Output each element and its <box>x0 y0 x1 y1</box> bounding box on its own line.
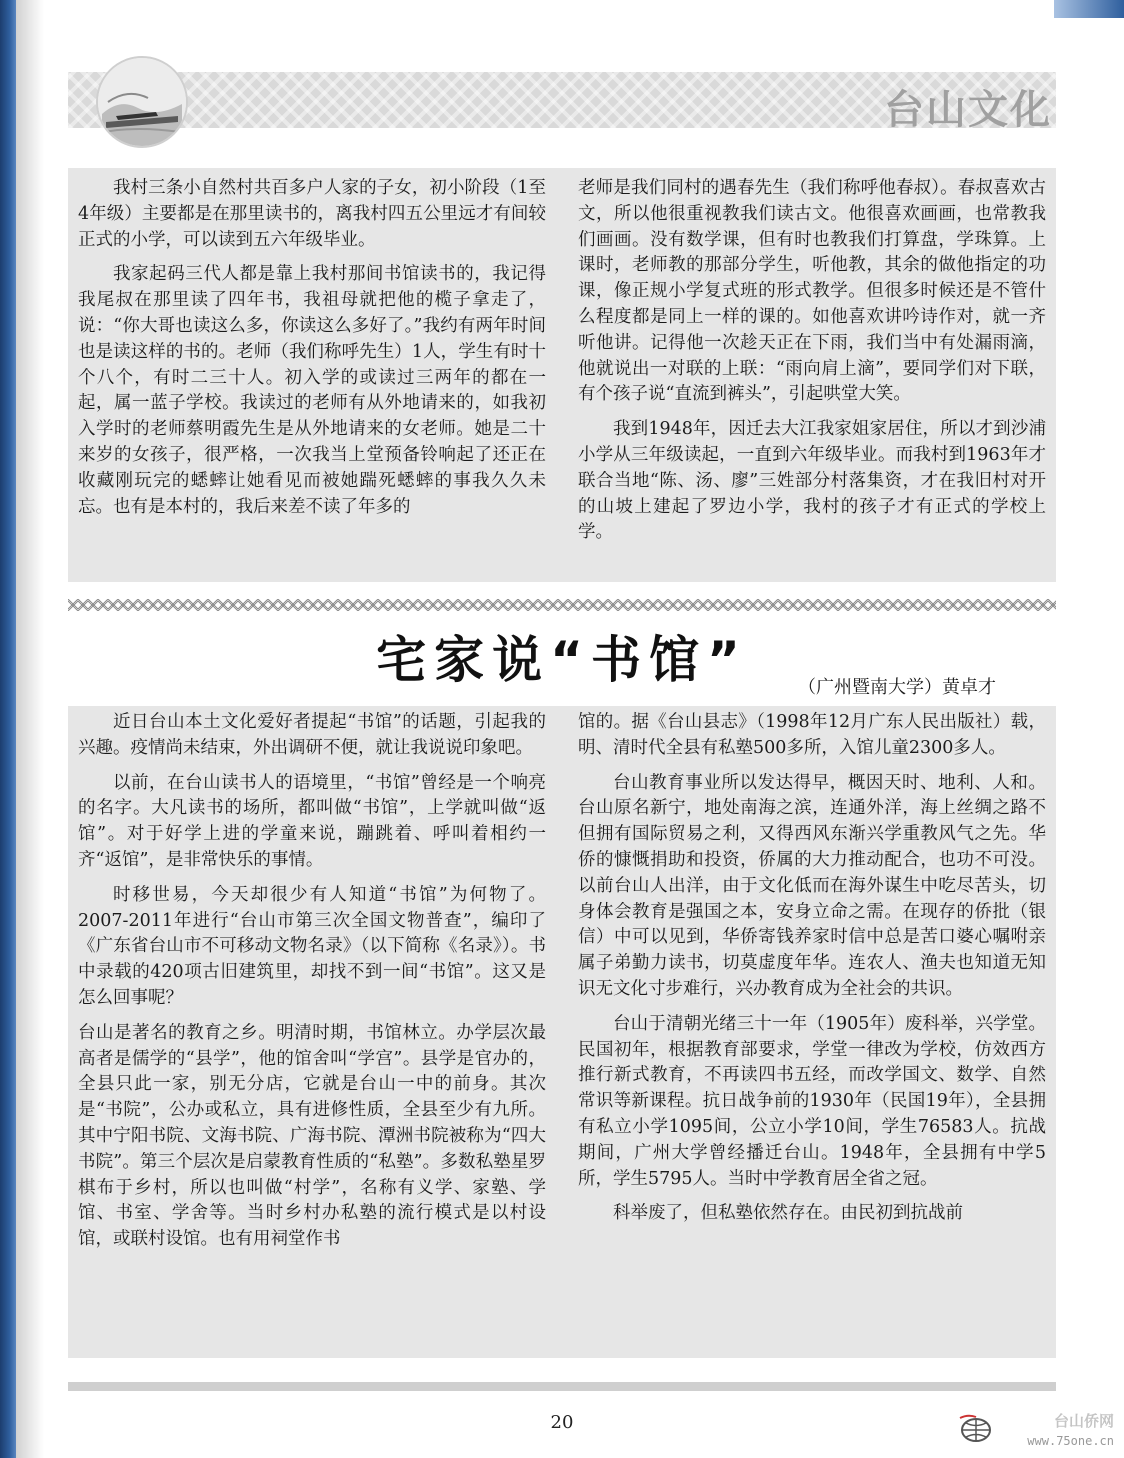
paragraph: 科举废了，但私塾依然存在。由民初到抗战前 <box>613 1203 963 1224</box>
globe-logo-icon <box>958 1414 994 1444</box>
paragraph: 我到1948年，因迁去大江我家姐家居住，所以才到沙浦小学从三年级读起，一直到六年级毕业。而我村到1963年才联合当地“陈、汤、廖”三姓部分村落集资，才在我旧村对开的山坡上建起了罗边小学，我村的孩子才有正式的学校上学。 <box>578 419 1046 543</box>
paragraph: 台山是著名的教育之乡。明清时期，书馆林立。办学层次最高者是儒学的“县学”，他的馆舍叫“学宫”。县学是官办的，全县只此一家，别无分店，它就是台山一中的前身。其次是“书院”，公办或私立，具有进修性质，全县至少有九所。其中宁阳书院、文海书院、广海书院、潭洲书院被称为“四大书院”。第三个层次是启蒙教育性质的“私塾”。多数私塾星罗棋布于乡村，所以也叫做“村学”，名称有义学、家塾、学馆、书室、学舍等。当时乡村办私塾的流行模式是以村设馆，或联村设馆。也有用祠堂作书 <box>78 1022 546 1250</box>
section-title: 台山文化 <box>884 87 1052 133</box>
upper-left-column <box>78 176 546 529</box>
article-left-column <box>78 710 546 1262</box>
binding-edge <box>0 0 16 1458</box>
paragraph: 我家起码三代人都是靠上我村那间书馆读书的，我记得我尾叔在那里读了四年书，我祖母就把他的榄子拿走了，说：“你大哥也读这么多，你读这么多好了。”我约有两年时间也是读这样的书的。老师（我们称呼先生）1人，学生有时十个八个，有时二三十人。初入学的或读过三两年的都在一起，属一蓝子学校。我读过的老师有从外地请来的，如我初入学时的老师蔡明霞先生是从外地请来的女老师。她是二十来岁的女孩子，很严格，一次我当上堂预备铃响起了还正在收藏刚玩完的蟋蟀让她看见而被她踹死蟋蟀的事我久久未忘。也有是本村的，我后来差不读了年多的 <box>78 264 546 517</box>
footer-bar <box>68 1382 1056 1391</box>
watermark-url[interactable]: www.75one.cn <box>1027 1434 1114 1448</box>
upper-right-column <box>578 176 1046 555</box>
watermark-brand: 台山侨网 <box>1053 1412 1114 1430</box>
paragraph: 老师是我们同村的遇春先生（我们称呼他春叔）。春叔喜欢古文，所以他很重视教我们读古文。他很喜欢画画，也常教我们画画。没有数学课，但有时也教我们打算盘，学珠算。上课时，老师教的那部分学生，听他教，其余的做他指定的功课，像正规小学复式班的形式教学。但很多时候还是不管什么程度都是同上一样的课的。如他喜欢讲吟诗作对，就一齐听他讲。记得他一次趁天正在下雨，我们当中有处漏雨滴，他就说出一对联的上联：“雨向肩上滴”，要同学们对下联，有个孩子说“直流到裤头”，引起哄堂大笑。 <box>578 178 1046 405</box>
article-title: 宅家说“书馆” <box>376 631 748 689</box>
paragraph: 近日台山本土文化爱好者提起“书馆”的话题，引起我的兴趣。疫情尚未结束，外出调研不便，就让我说说印象吧。 <box>78 712 546 758</box>
paragraph: 台山于清朝光绪三十一年（1905年）废科举，兴学堂。民国初年，根据教育部要求，学堂一律改为学校，仿效西方推行新式教育，不再读四书五经，而改学国文、数学、自然常识等新课程。抗日战争前的1930年（民国19年），全县拥有私立小学1095间，公立小学10间，学生76583人。抗战期间，广州大学曾经播迁台山。1948年，全县拥有中学5所，学生5795人。当时中学教育居全省之冠。 <box>578 1013 1046 1189</box>
corner-ornament <box>1054 0 1124 18</box>
article-right-column <box>578 710 1046 1236</box>
section-divider <box>68 599 1056 611</box>
paragraph: 台山教育事业所以发达得早，概因天时、地利、人和。台山原名新宁，地处南海之滨，连通外洋，海上丝绸之路不但拥有国际贸易之利，又得西风东渐兴学重教风气之先。华侨的慷慨捐助和投资，侨属的大力推动配合，也功不可没。以前台山人出洋，由于文化低而在海外谋生中吃尽苦头，切身体会教育是强国之本，安身立命之需。在现存的侨批（银信）中可以见到，华侨寄钱养家时信中总是苦口婆心嘱咐亲属子弟勤力读书，切莫虚度年华。连农人、渔夫也知道无知识无文化寸步难行，兴办教育成为全社会的共识。 <box>578 772 1046 999</box>
binding-shadow <box>16 0 44 1458</box>
paragraph: 我村三条小自然村共百多户人家的子女，初小阶段（1至4年级）主要都是在那里读书的，离我村四五公里远才有间较正式的小学，可以读到五六年级毕业。 <box>78 178 546 250</box>
page-number: 20 <box>550 1412 574 1433</box>
paragraph: 馆的。据《台山县志》（1998年12月广东人民出版社）载，明、清时代全县有私塾500多所，入馆儿童2300多人。 <box>578 712 1046 758</box>
article-byline: （广州暨南大学）黄卓才 <box>798 677 996 698</box>
paragraph: 时移世易，今天却很少有人知道“书馆”为何物了。2007-2011年进行“台山市第三次全国文物普查”，编印了《广东省台山市不可移动文物名录》（以下简称《名录》）。书中录载的420项古旧建筑里，却找不到一间“书馆”。这又是怎么回事呢？ <box>78 884 546 1008</box>
paragraph: 以前，在台山读书人的语境里，“书馆”曾经是一个响亮的名字。大凡读书的场所，都叫做“书馆”，上学就叫做“返馆”。对于好学上进的学童来说，蹦跳着、呼叫着相约一齐“返馆”，是非常快乐的事情。 <box>78 772 546 870</box>
landscape-emblem-icon <box>96 56 188 148</box>
